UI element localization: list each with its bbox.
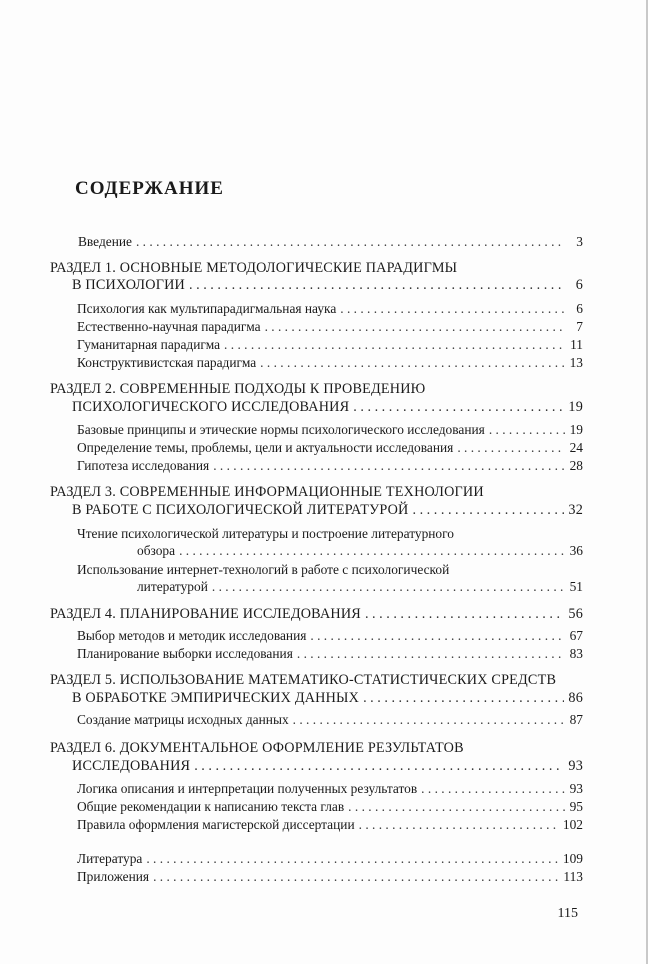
toc-entry-label: Базовые принципы и этические нормы психологического исследования — [77, 422, 485, 437]
toc-entry[interactable] — [77, 337, 583, 353]
leader-dots — [293, 712, 565, 728]
toc-page-number: 109 — [562, 851, 583, 866]
toc-entry-label: В ПСИХОЛОГИИ — [72, 277, 185, 293]
toc-page-number: 95 — [569, 799, 583, 814]
toc-section-5[interactable] — [72, 690, 583, 706]
toc-entry-label: литературой — [137, 579, 208, 594]
toc-page-number: 19 — [569, 422, 583, 437]
toc-page-number: 6 — [575, 277, 583, 293]
toc-entry-line1: Чтение психологической литературы и построение литературного — [77, 526, 454, 541]
toc-entry-label: Конструктивистская парадигма — [77, 355, 257, 370]
leader-dots — [153, 869, 559, 885]
toc-entry-label: Гипотеза исследования — [77, 458, 210, 473]
toc-entry[interactable] — [77, 781, 583, 797]
leader-dots — [457, 440, 565, 456]
toc-entry[interactable] — [77, 440, 583, 456]
toc-entry-label: Определение темы, проблемы, цели и актуальности исследования — [77, 440, 454, 455]
toc-entry[interactable] — [77, 817, 583, 833]
leader-dots — [260, 355, 565, 371]
toc-entry[interactable] — [77, 712, 583, 728]
toc-page-number: 11 — [570, 337, 583, 352]
toc-page-number: 6 — [576, 301, 583, 316]
toc-page-number: 93 — [568, 758, 583, 774]
toc-entry-literature[interactable] — [77, 851, 583, 867]
toc-section-6-heading: РАЗДЕЛ 6. ДОКУМЕНТАЛЬНОЕ ОФОРМЛЕНИЕ РЕЗУЛЬТАТОВ — [50, 740, 464, 756]
leader-dots — [136, 234, 565, 250]
toc-entry[interactable] — [77, 799, 583, 815]
toc-entry-label: Литература — [77, 851, 143, 866]
toc-entry[interactable] — [137, 579, 583, 595]
toc-page-number: 36 — [569, 543, 583, 558]
toc-page-number: 67 — [569, 628, 583, 643]
leader-dots — [348, 799, 565, 815]
leader-dots — [310, 628, 565, 644]
leader-dots — [340, 301, 565, 317]
leader-dots — [412, 502, 564, 518]
toc-entry-label: Введение — [78, 234, 132, 249]
toc-entry[interactable] — [77, 355, 583, 371]
leader-dots — [224, 337, 565, 353]
toc-section-6[interactable] — [72, 758, 583, 774]
toc-entry-label: Гуманитарная парадигма — [77, 337, 221, 352]
toc-entry[interactable] — [77, 458, 583, 474]
toc-entry[interactable] — [77, 301, 583, 317]
toc-page-number: 13 — [569, 355, 583, 370]
toc-section-5-heading: РАЗДЕЛ 5. ИСПОЛЬЗОВАНИЕ МАТЕМАТИКО-СТАТИСТИЧЕСКИХ СРЕДСТВ — [50, 672, 557, 688]
toc-entry-label: ИССЛЕДОВАНИЯ — [72, 758, 191, 774]
leader-dots — [265, 319, 565, 335]
toc-section-2[interactable] — [72, 399, 583, 415]
toc-page-number: 28 — [569, 458, 583, 473]
toc-page-number: 7 — [576, 319, 583, 334]
page-number: 115 — [557, 906, 578, 921]
toc-entry-label: Планирование выборки исследования — [77, 646, 293, 661]
toc-entry[interactable] — [77, 319, 583, 335]
leader-dots — [194, 758, 564, 774]
toc-section-3-heading: РАЗДЕЛ 3. СОВРЕМЕННЫЕ ИНФОРМАЦИОННЫЕ ТЕХНОЛОГИИ — [50, 484, 484, 500]
leader-dots — [179, 543, 565, 559]
leader-dots — [421, 781, 565, 797]
toc-entry-label: В РАБОТЕ С ПСИХОЛОГИЧЕСКОЙ ЛИТЕРАТУРОЙ — [72, 502, 409, 518]
toc-entry-label: Естественно-научная парадигма — [77, 319, 261, 334]
toc-page-number: 83 — [569, 646, 583, 661]
leader-dots — [363, 690, 564, 706]
toc-entry-label: В ОБРАБОТКЕ ЭМПИРИЧЕСКИХ ДАННЫХ — [72, 690, 360, 706]
leader-dots — [213, 458, 565, 474]
toc-entry-introduction[interactable] — [78, 234, 583, 250]
toc-entry-label: Психология как мультипарадигмальная наука — [77, 301, 337, 316]
toc-page-number: 3 — [576, 234, 583, 249]
toc-page-number: 86 — [568, 690, 583, 706]
toc-entry-label: Общие рекомендации к написанию текста глав — [77, 799, 345, 814]
leader-dots — [189, 277, 565, 293]
leader-dots — [359, 817, 559, 833]
toc-section-1-heading: РАЗДЕЛ 1. ОСНОВНЫЕ МЕТОДОЛОГИЧЕСКИЕ ПАРАДИГМЫ — [50, 260, 458, 276]
toc-entry-appendices[interactable] — [77, 869, 583, 885]
toc-entry[interactable] — [77, 646, 583, 662]
leader-dots — [297, 646, 565, 662]
toc-page-number: 56 — [568, 606, 583, 622]
leader-dots — [365, 606, 564, 622]
toc-page-number: 87 — [569, 712, 583, 727]
toc-entry-label: Создание матрицы исходных данных — [77, 712, 289, 727]
toc-entry[interactable] — [77, 628, 583, 644]
leader-dots — [146, 851, 559, 867]
toc-section-2-heading: РАЗДЕЛ 2. СОВРЕМЕННЫЕ ПОДХОДЫ К ПРОВЕДЕНИЮ — [50, 381, 426, 397]
toc-section-4[interactable] — [50, 606, 583, 622]
toc-page-number: 19 — [568, 399, 583, 415]
leader-dots — [212, 579, 565, 595]
toc-entry-label: Приложения — [77, 869, 150, 884]
toc-page-number: 24 — [569, 440, 583, 455]
toc-page-number: 51 — [569, 579, 583, 594]
toc-page-number: 102 — [562, 817, 583, 832]
toc-entry-label: Правила оформления магистерской диссертации — [77, 817, 355, 832]
toc-section-1[interactable] — [72, 277, 583, 293]
toc-entry-label: Логика описания и интерпретации полученных результатов — [77, 781, 418, 796]
toc-entry[interactable] — [77, 422, 583, 438]
toc-entry-label: ПСИХОЛОГИЧЕСКОГО ИССЛЕДОВАНИЯ — [72, 399, 350, 415]
toc-page-number: 93 — [569, 781, 583, 796]
toc-entry-label: Выбор методов и методик исследования — [77, 628, 307, 643]
toc-page-number: 32 — [568, 502, 583, 518]
toc-entry-line1: Использование интернет-технологий в работе с психологической — [77, 562, 450, 577]
leader-dots — [489, 422, 565, 438]
toc-page-number: 113 — [563, 869, 583, 884]
toc-entry-label: РАЗДЕЛ 4. ПЛАНИРОВАНИЕ ИССЛЕДОВАНИЯ — [50, 606, 361, 622]
toc-section-3[interactable] — [72, 502, 583, 518]
leader-dots — [353, 399, 564, 415]
toc-entry[interactable] — [137, 543, 583, 559]
page-title: СОДЕРЖАНИЕ — [75, 178, 224, 199]
toc-entry-label: обзора — [137, 543, 176, 558]
